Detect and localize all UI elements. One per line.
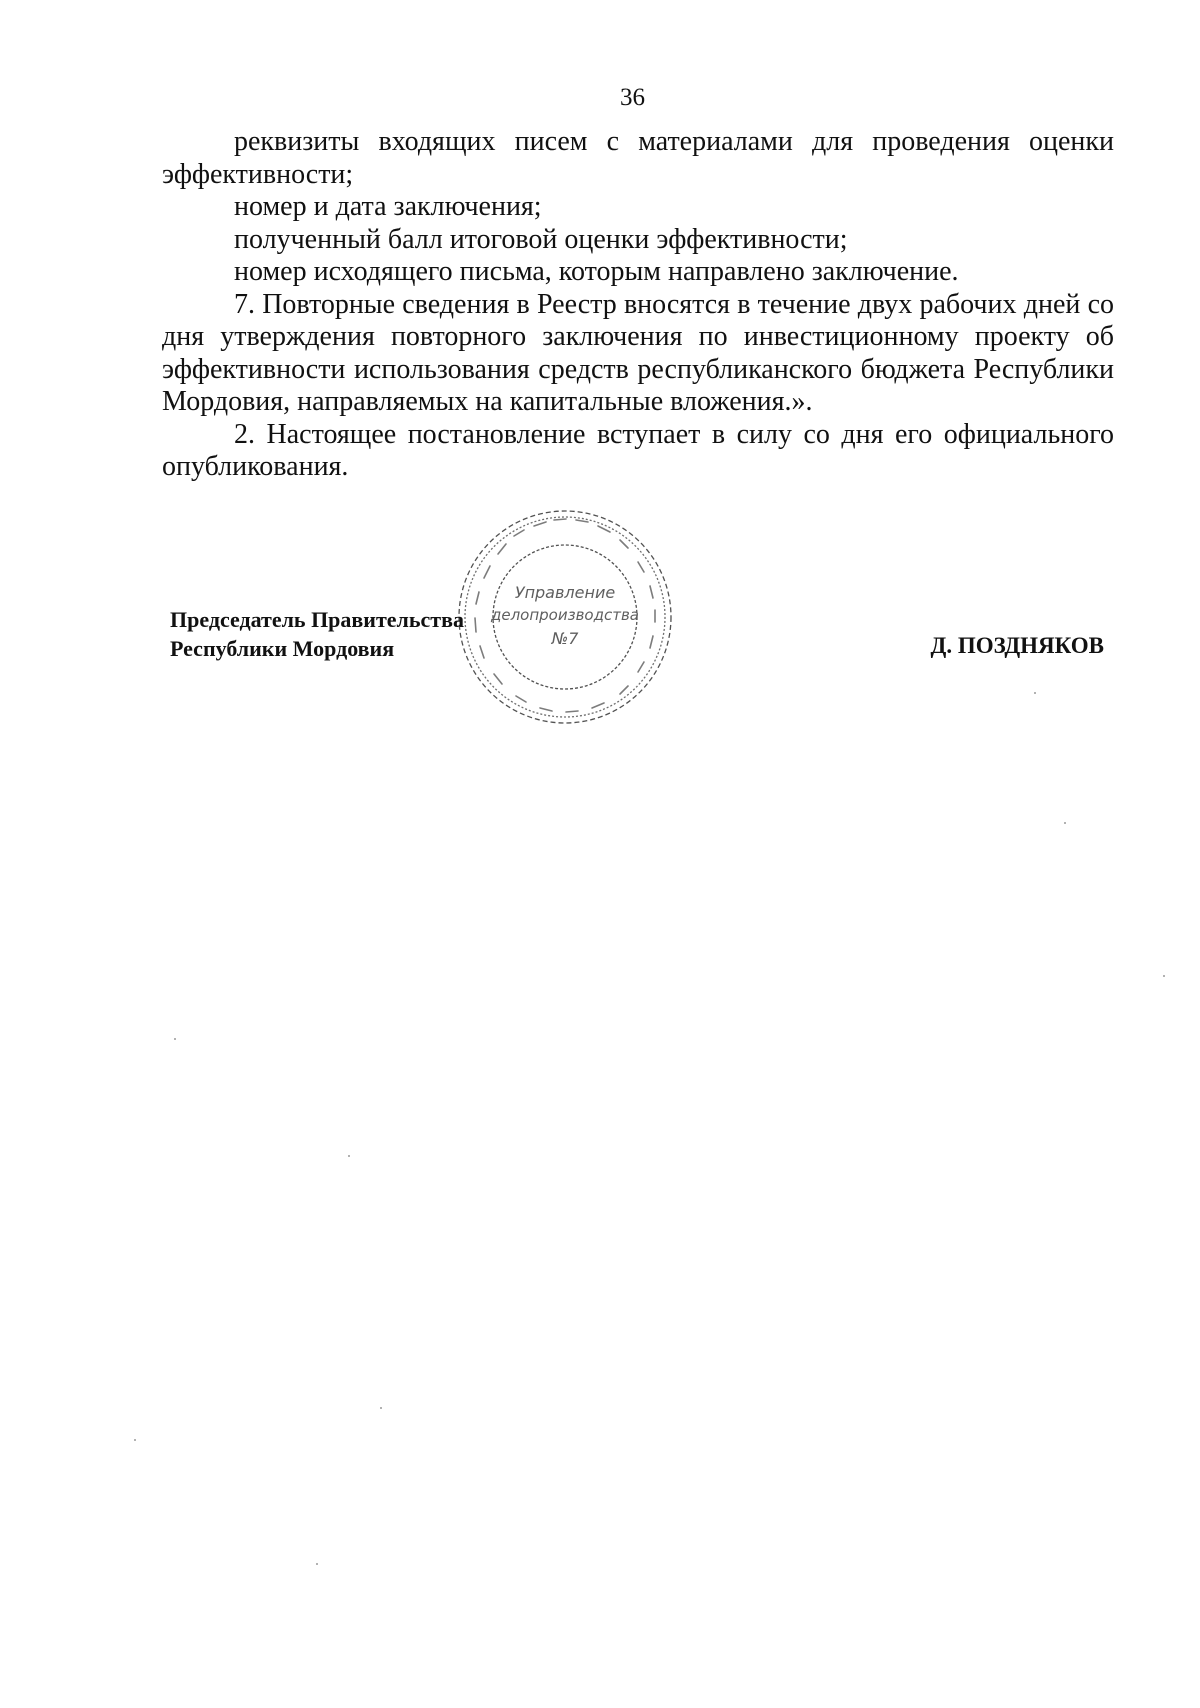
seal-line-3: №7 bbox=[551, 629, 579, 648]
paragraph-outgoing-letter: номер исходящего письма, которым направлено заключение. bbox=[234, 256, 959, 287]
seal-line-2: делопроизводства bbox=[490, 606, 640, 624]
paragraph-requisites: реквизиты входящих писем с материалами для проведения оценки эффективности; bbox=[162, 126, 1114, 190]
scan-speck bbox=[316, 1563, 318, 1565]
scan-speck bbox=[348, 1155, 350, 1157]
scan-speck bbox=[380, 1407, 382, 1409]
paragraph-score: полученный балл итоговой оценки эффективности; bbox=[234, 223, 848, 255]
signature-name: Д. ПОЗДНЯКОВ bbox=[930, 633, 1104, 658]
page-number: 36 bbox=[620, 84, 645, 111]
scan-speck bbox=[1064, 822, 1066, 824]
scan-speck bbox=[174, 1038, 176, 1040]
signature-title-line-1: Председатель Правительства bbox=[170, 607, 464, 632]
scan-speck bbox=[1034, 692, 1036, 694]
paragraph-item-2: 2. Настоящее постановление вступает в силу со дня его официального опубликования. bbox=[162, 418, 1114, 482]
round-stamp-icon bbox=[454, 506, 676, 728]
signature-title-line-2: Республики Мордовия bbox=[170, 636, 395, 661]
paragraph-item-7: 7. Повторные сведения в Реестр вносятся в течение двух рабочих дней со дня утверждения повторного заключения по инвестиционному проекту об эффективности использования средств республиканского бюджета Республики Мордовия, направляемых на капитальные вложения.». bbox=[162, 288, 1114, 417]
seal-line-1: Управление bbox=[514, 583, 616, 602]
document-body bbox=[162, 126, 1114, 484]
paragraph-conclusion-number: номер и дата заключения; bbox=[234, 191, 542, 222]
scan-speck bbox=[134, 1439, 136, 1441]
signature-title bbox=[170, 605, 464, 663]
scan-speck bbox=[1163, 975, 1165, 977]
